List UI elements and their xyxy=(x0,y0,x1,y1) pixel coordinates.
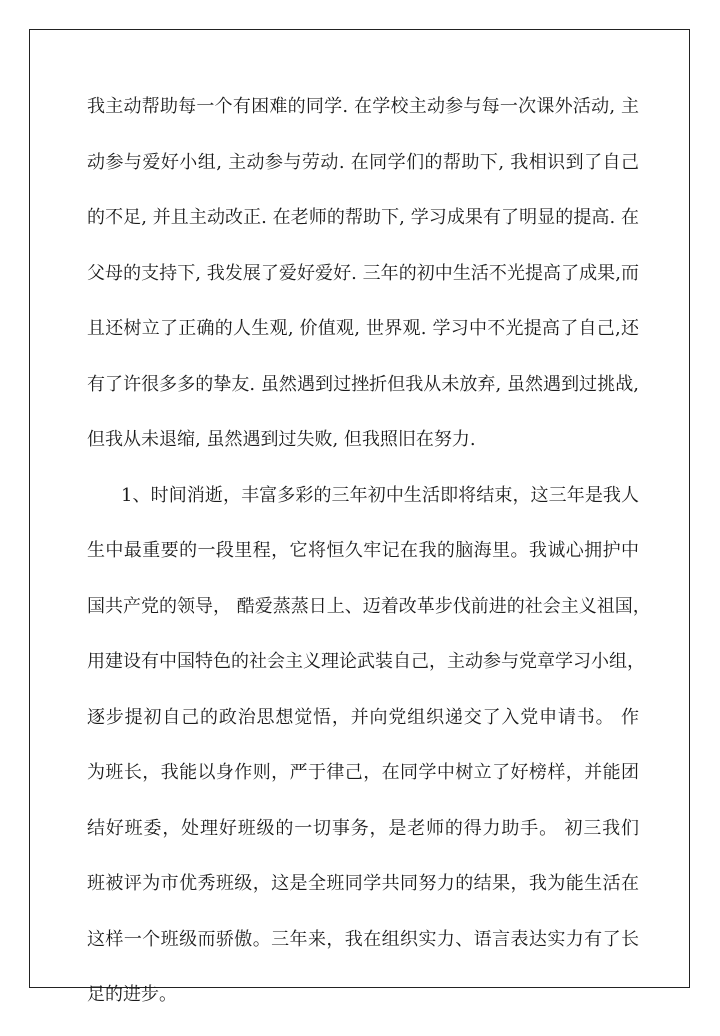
text-line: 足的进步。 xyxy=(87,984,177,1005)
text-line: 且还树立了正确的人生观, 价值观, 世界观. 学习中不光提高了自己,还 xyxy=(87,318,639,339)
document-body xyxy=(87,92,651,1036)
paragraph-2 xyxy=(87,481,651,1036)
text-line: 动参与爱好小组, 主动参与劳动. 在同学们的帮助下, 我相识到了自己 xyxy=(87,151,639,173)
text-line: 1、时间消逝，丰富多彩的三年初中生活即将结束，这三年是我人 xyxy=(121,484,639,506)
text-line: 这样一个班级而骄傲。三年来，我在组织实力、语言表达实力有了长 xyxy=(87,928,639,950)
text-line: 为班长，我能以身作则，严于律己，在同学中树立了好榜样，并能团 xyxy=(87,762,639,783)
text-line: 逐步提初自己的政治思想觉悟，并向党组织递交了入党申请书。 作 xyxy=(87,706,639,728)
text-line: 用建设有中国特色的社会主义理论武装自己，主动参与党章学习小组， xyxy=(87,651,645,672)
text-line: 我主动帮助每一个有困难的同学. 在学校主动参与每一次课外活动, 主 xyxy=(87,96,639,117)
text-line: 但我从未退缩, 虽然遇到过失败, 但我照旧在努力. xyxy=(87,429,476,450)
text-line: 结好班委，处理好班级的一切事务，是老师的得力助手。 初三我们 xyxy=(87,817,639,839)
text-line: 生中最重要的一段里程，它将恒久牢记在我的脑海里。我诚心拥护中 xyxy=(87,540,639,561)
text-line: 有了许很多多的挚友. 虽然遇到过挫折但我从未放弃, 虽然遇到过挑战, xyxy=(87,373,639,395)
text-line: 的不足, 并且主动改正. 在老师的帮助下, 学习成果有了明显的提高. 在 xyxy=(87,207,639,228)
paragraph-1 xyxy=(87,92,639,481)
text-line: 班被评为市优秀班级，这是全班同学共同努力的结果，我为能生活在 xyxy=(87,873,639,894)
text-line: 国共产党的领导， 酷爱蒸蒸日上、迈着改革步伐前进的社会主义祖国， xyxy=(87,595,651,617)
text-line: 父母的支持下, 我发展了爱好爱好. 三年的初中生活不光提高了成果,而 xyxy=(87,262,639,284)
